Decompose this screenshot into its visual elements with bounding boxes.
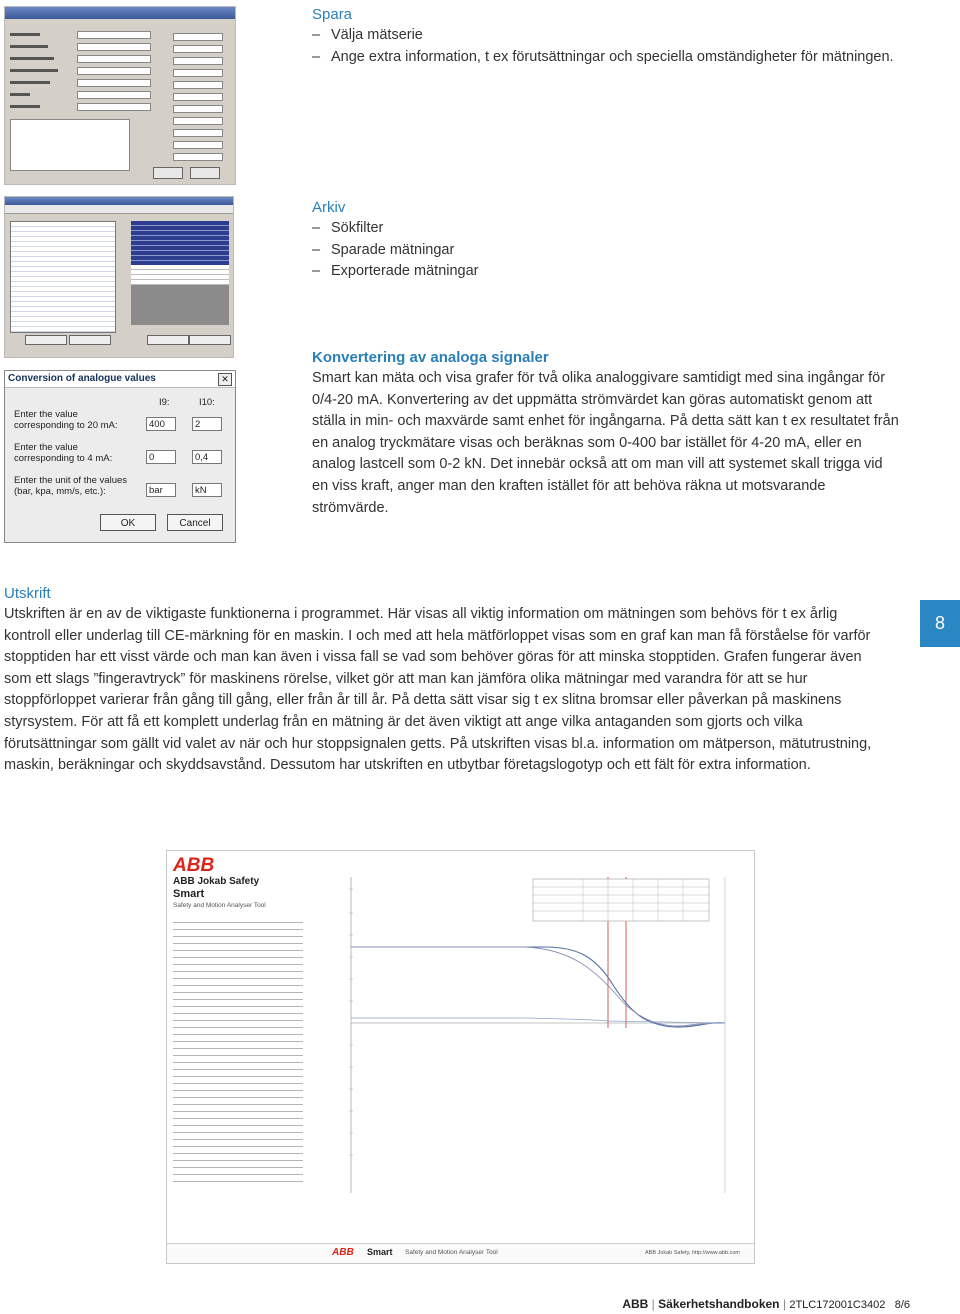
printout-footer-brand: Smart [367, 1247, 393, 1257]
col-header-i10: I10: [199, 397, 215, 408]
conversion-dialog [4, 370, 236, 543]
printout-info-column [173, 917, 303, 1187]
utskrift-heading: Utskrift [4, 585, 51, 602]
spara-item: – Välja mätserie [312, 25, 902, 47]
i9-20ma-input[interactable]: 400 [146, 417, 176, 431]
dialog-titlebar [5, 371, 235, 388]
printout-footer-logo: ABB [332, 1247, 354, 1258]
printout-footer-tagline: Safety and Motion Analyser Tool [405, 1249, 498, 1256]
footer-code: 2TLC172001C3402 [789, 1299, 886, 1311]
archive-screenshot [4, 196, 234, 358]
printout-brand: ABB Jokab Safety [173, 876, 260, 887]
footer-page: 8/6 [894, 1299, 910, 1311]
printout-product: Smart [173, 888, 205, 900]
cancel-button[interactable]: Cancel [167, 514, 223, 531]
page-footer: ABB | Säkerhetshandboken | 2TLC172001C3402 8/6 [622, 1297, 910, 1311]
konvertering-body: Smart kan mäta och visa grafer för två olika analoggivare samtidigt med sina ingångar för 0/4-20 mA. Konvertering av det uppmätta strömvärdet kan göras automatiskt genom att ställa in min- och maxvärde samt enhet för ingångarna. På detta sätt kan t ex resultatet från en analog tryckmätare visas och beräknas som 0-400 bar istället för 4-20 mA, eller en analog lastcell som 0-2 kN. Det innebär också att om man vill att systemet skall trigga vid en viss kraft, anger man den kraften istället för att behöva räkna ut motsvarande strömvärde. [312, 370, 899, 516]
i9-unit-input[interactable]: bar [146, 483, 176, 497]
row1-label: Enter the value corresponding to 20 mA: [14, 409, 118, 431]
utskrift-body: Utskriften är en av de viktigaste funktionerna i programmet. Här visas all viktig information om mätningen som behövs för t ex årlig kontroll eller underlag till CE-märkning för en maskin. I och med att hela mätförloppet visas som en graf kan man få förståelse för varför stopptiden har ett visst värde och man kan även i vissa fall se vad som behöver göras för att minska stopptiden. Grafen fungerar även som ett slags ”fingeravtryck” för maskinens rörelse, vilket gör att man kan jämföra olika mätningar med varandra för att se hur stoppförloppet varierar från gång till gång, eller från år till år. På detta sätt visar sig t ex slitna bromsar eller påverkan på maskinens styrsystem. För att få ett komplett underlag från en mätning är det även viktigt att ange vilka antaganden som gjorts och vilka förutsättningar som gällt vid valet av när och hur stoppsignalen getts. På utskriften visas bl.a. information om mätperson, mätutrustning, maskin, beräkningar och skyddsavstånd. Dessutom har utskriften en utbytbar företagslogotyp och ett fält för extra information. [4, 606, 872, 774]
printout-graph [345, 873, 751, 1203]
printout-footer-url: ABB Jokab Safety, http://www.abb.com [645, 1250, 740, 1256]
dialog-title: Conversion of analogue values [8, 373, 156, 384]
arkiv-item: – Sparade mätningar [312, 240, 902, 262]
row3-label: Enter the unit of the values (bar, kpa, mm/s, etc.): [14, 475, 128, 497]
close-icon[interactable]: ✕ [218, 373, 232, 386]
spara-heading: Spara [312, 6, 353, 23]
footer-brand: ABB [622, 1297, 649, 1311]
arkiv-item: – Sökfilter [312, 218, 902, 240]
abb-logo: ABB [173, 855, 215, 876]
i10-unit-input[interactable]: kN [192, 483, 222, 497]
ok-button[interactable]: OK [100, 514, 156, 531]
printout-tagline: Safety and Motion Analyser Tool [173, 902, 266, 909]
spara-item: – Ange extra information, t ex förutsättningar och speciella omständigheter för mätningen. [312, 47, 902, 69]
i9-4ma-input[interactable]: 0 [146, 450, 176, 464]
chapter-tab: 8 [920, 600, 960, 647]
i10-20ma-input[interactable]: 2 [192, 417, 222, 431]
konvertering-heading: Konvertering av analoga signaler [312, 349, 549, 366]
row2-label: Enter the value corresponding to 4 mA: [14, 442, 113, 464]
arkiv-item: – Exporterade mätningar [312, 261, 902, 283]
col-header-i9: I9: [159, 397, 170, 408]
save-measurement-screenshot [4, 6, 236, 185]
footer-book: Säkerhetshandboken [658, 1297, 780, 1311]
arkiv-heading: Arkiv [312, 199, 346, 216]
i10-4ma-input[interactable]: 0,4 [192, 450, 222, 464]
printout-preview [166, 850, 755, 1264]
